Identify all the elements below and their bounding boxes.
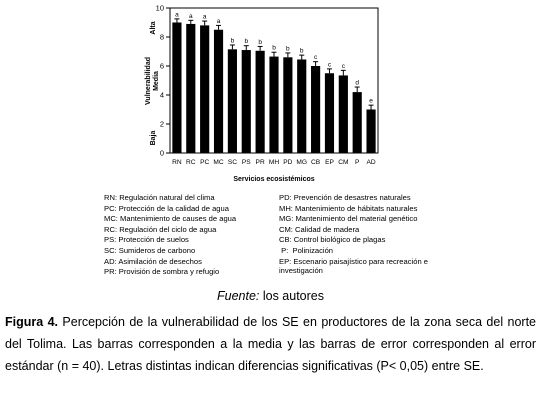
bar-sc [228,49,237,153]
bar-ps [242,50,251,153]
x-tick-label-pr: PR [255,159,265,166]
legend-item-pc: PC: Protección de la calidad de agua [104,203,229,213]
figure-source [0,289,541,303]
legend-item-cm: CM: Calidad de madera [279,224,360,234]
x-tick-label-mh: MH [268,159,280,166]
x-tick-label-mc: MC [213,159,224,166]
legend-item-rc: RC: Regulación del ciclo de agua [104,224,217,234]
legend-item-mc: MC: Mantenimiento de causes de agua [104,214,237,224]
bar-cb [311,66,320,153]
x-tick-label-pd: PD [283,159,293,166]
vulnerability-bar-chart [0,0,541,190]
y-axis-label-alta: Alta [150,21,157,35]
caption-label: Figura 4. [5,315,59,329]
legend-item-pr: PR: Provisión de sombra y refugio [104,267,220,277]
x-tick-label-ep: EP [325,159,334,166]
legend-item-pd: PD: Prevención de desastres naturales [279,193,411,202]
significance-letter-mc: a [216,17,221,25]
x-tick-label-ad: AD [366,159,376,166]
bar-rn [172,23,181,154]
bar-pr [256,51,265,153]
y-tick-label-8: 8 [159,32,164,42]
x-tick-label-sc: SC [227,159,237,166]
significance-letter-p: d [355,79,360,87]
significance-letter-rn: a [175,11,179,19]
x-tick-label-ps: PS [241,159,251,166]
bar-rc [186,24,195,153]
bar-cm [339,75,348,153]
significance-letter-ep: c [327,61,332,69]
legend-item-p: P: Polinización [279,245,334,255]
bar-mc [214,30,223,153]
legend-item-mg: MG: Mantenimiento del material genético [279,214,418,224]
legend-item-sc: SC: Sumideros de carbono [104,245,196,255]
significance-letter-mh: b [272,44,276,52]
significance-letter-ad: e [369,97,373,105]
significance-letter-sc: b [230,37,235,45]
bar-mg [297,59,306,153]
significance-letter-pd: b [286,45,290,53]
x-tick-label-cb: CB [311,159,321,166]
bar-ad [366,110,375,154]
significance-letter-cm: c [341,62,345,70]
source-label: Fuente: [216,289,260,303]
legend-item-ad: AD: Asimilación de desechos [104,256,202,266]
bar-pd [283,57,292,153]
legend-item-rn: RN: Regulación natural del clima [104,193,215,202]
chart-bars [172,19,375,153]
x-tick-label-pc: PC [200,159,210,166]
bar-p [353,92,362,153]
figure-caption [5,311,536,377]
x-tick-label-rc: RC [186,159,196,166]
x-tick-label-mg: MG [296,159,308,166]
x-tick-label-rn: RN [172,159,182,166]
caption-text: Percepción de la vulnerabilidad de los SE en productores de la zona seca del norte del Tolima. Las barras corresponden a la media y las barras de error corresponden al error estándar (n = 40). Letras distintas indican diferencias significativas (P< 0,05) entre SE. [5,315,536,373]
bar-mh [269,57,278,153]
legend-column-left [104,193,279,278]
significance-letter-ps: b [244,38,249,46]
bar-ep [325,73,334,153]
legend-item-ep: EP: Escenario paisajístico para recreación e investigación [279,256,428,275]
legend-item-ps: PS: Protección de suelos [104,235,189,245]
y-tick-label-4: 4 [159,90,164,100]
y-axis-label-baja: Baja [150,130,157,146]
significance-letter-cb: c [313,54,318,62]
legend-item-cb: CB: Control biológico de plagas [279,235,386,245]
y-tick-label-6: 6 [159,61,164,71]
y-axis-subtitle-media: Media [153,71,160,91]
x-tick-label-p: P [354,159,360,166]
significance-letter-mg: b [299,47,304,55]
y-axis-title: Vulnerabilidad [145,57,152,105]
x-tick-label-cm: CM [338,159,349,166]
significance-letter-rc: a [188,12,193,20]
x-axis-title: Servicios ecosistémicos [233,176,315,183]
significance-letter-pr: b [258,38,262,46]
y-tick-label-2: 2 [159,119,164,129]
bar-pc [200,25,209,153]
source-text: los autores [259,289,324,303]
legend-column-right [279,193,449,275]
y-tick-label-10: 10 [155,3,164,13]
legend-item-mh: MH: Mantenimiento de hábitats naturales [279,203,418,213]
significance-letter-pc: a [202,13,207,21]
y-tick-label-0: 0 [159,148,164,158]
